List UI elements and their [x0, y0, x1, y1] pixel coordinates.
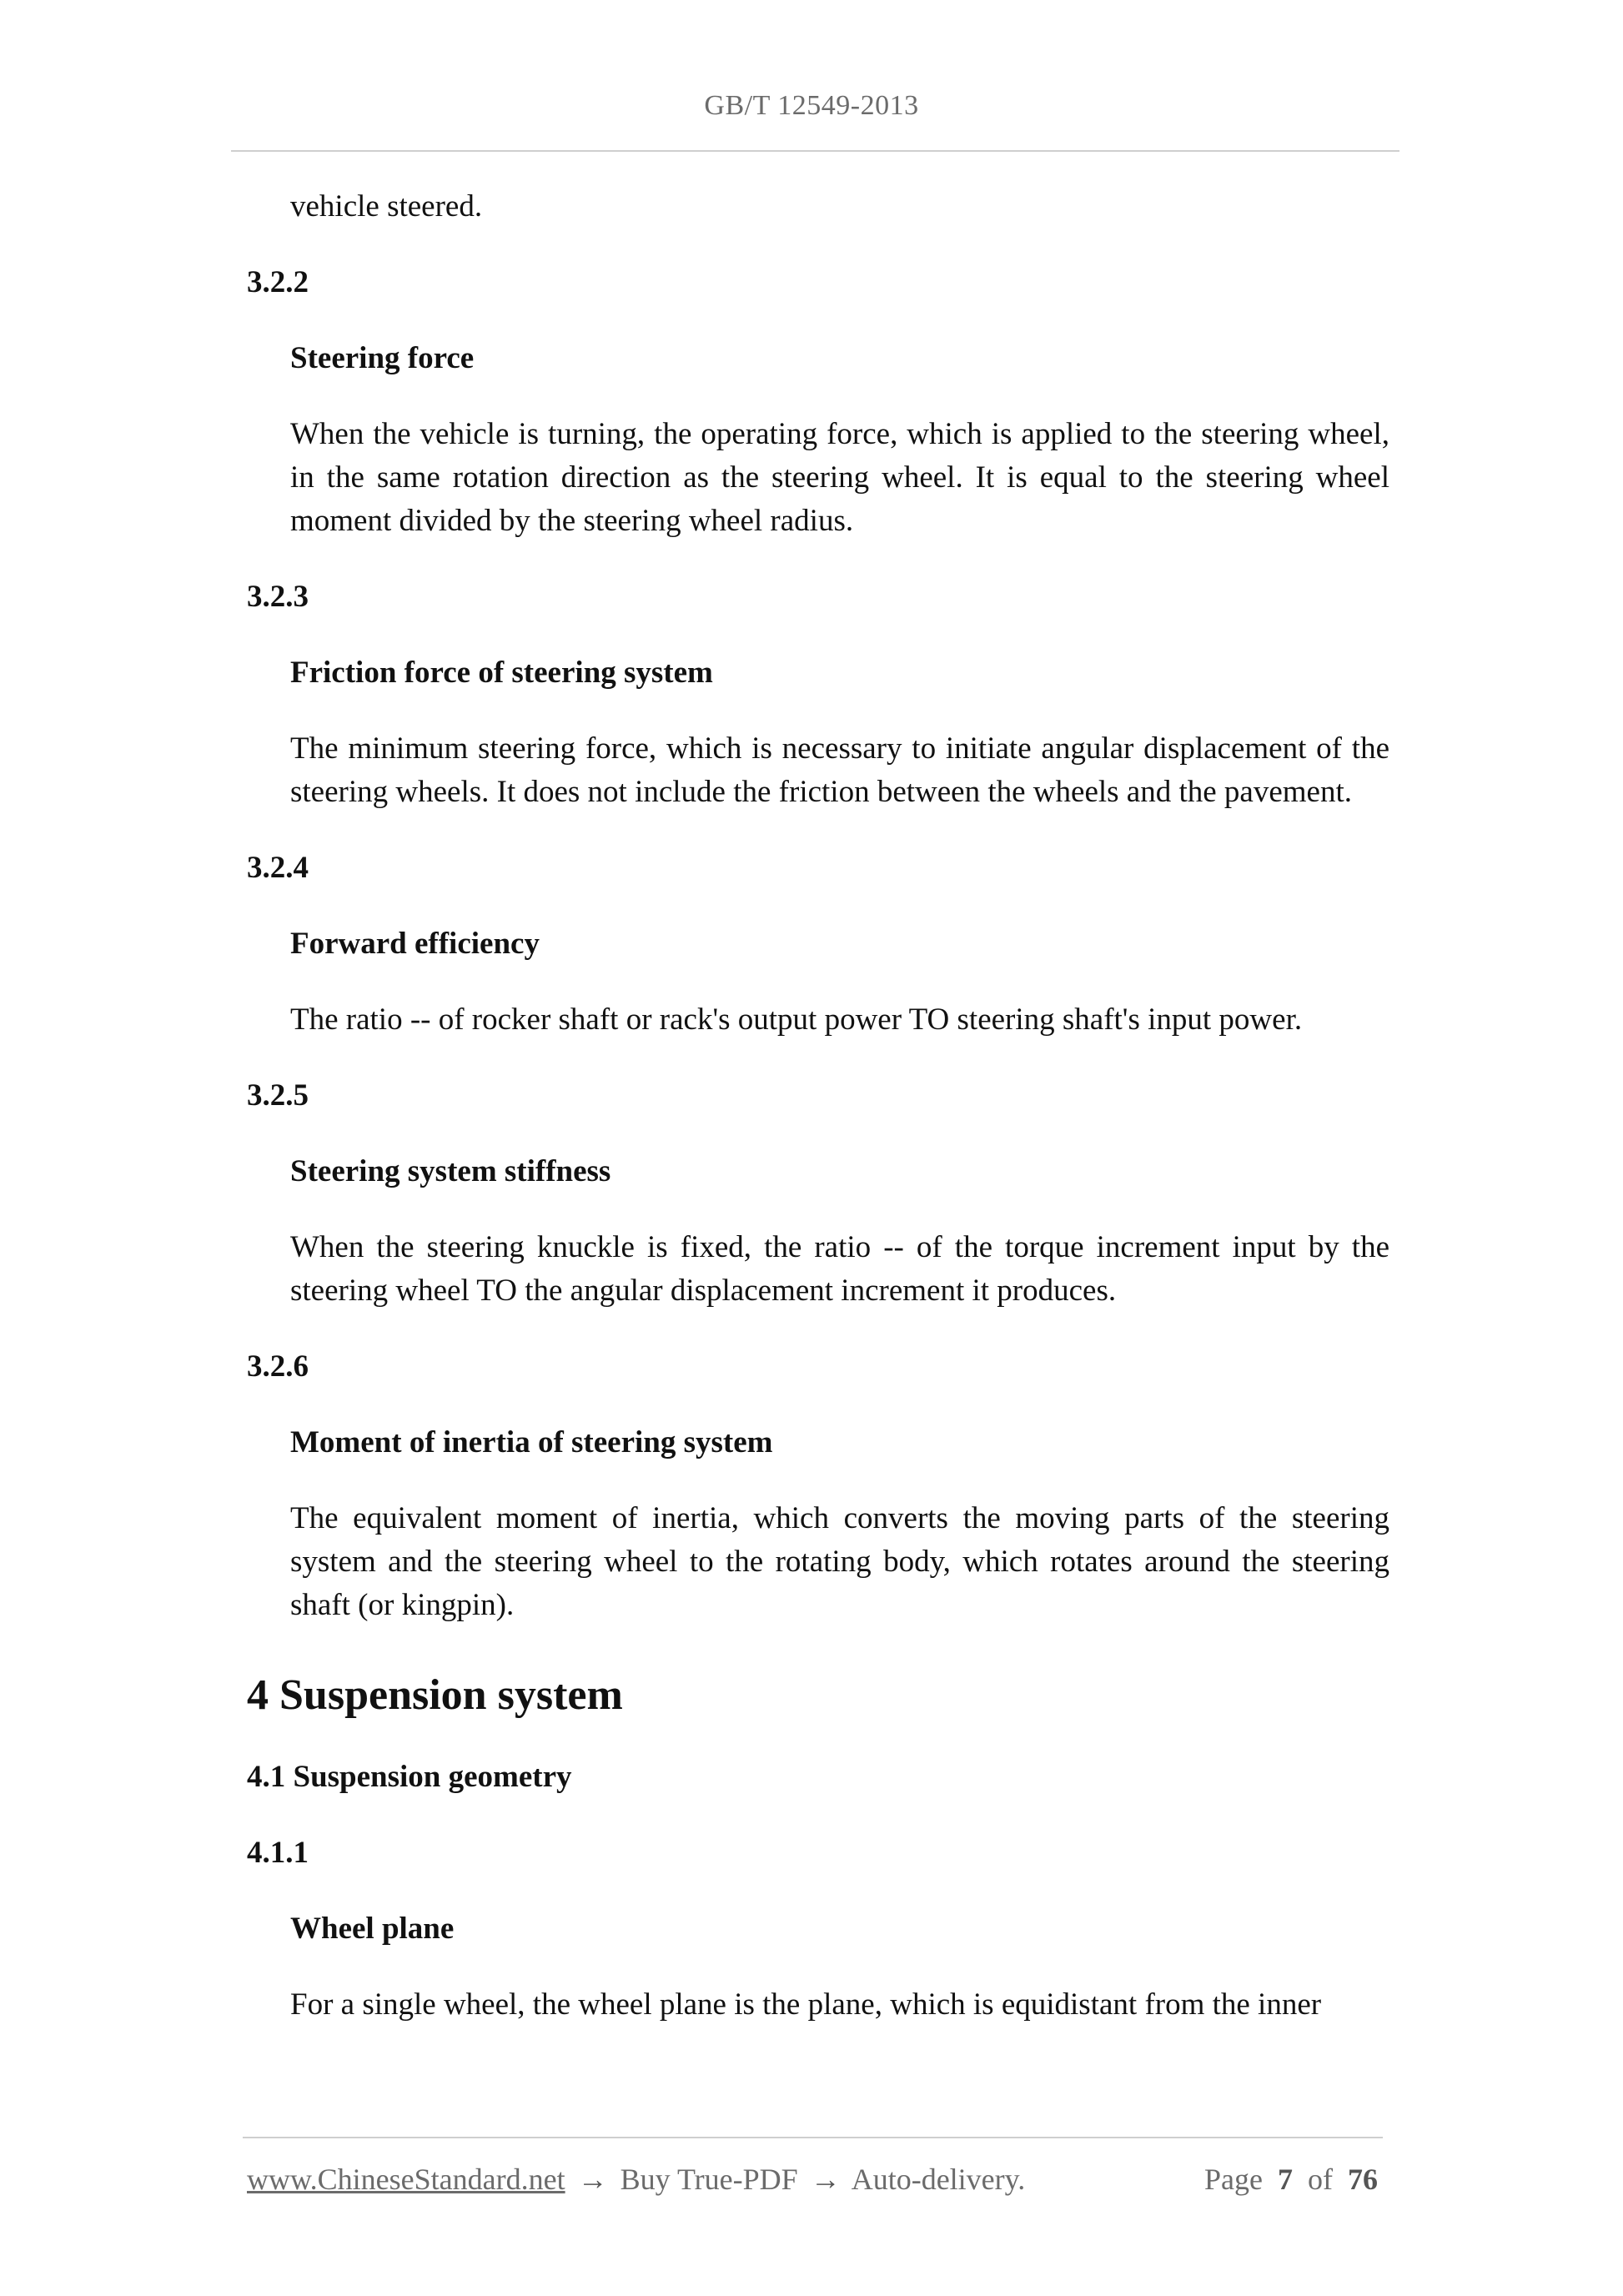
site-link[interactable]: www.ChineseStandard.net — [247, 2163, 565, 2196]
clause-number: 3.2.4 — [247, 851, 309, 885]
page-of-label: of — [1308, 2163, 1333, 2196]
page-current: 7 — [1278, 2163, 1293, 2196]
clause-term: Steering force — [290, 341, 475, 375]
clause-4-1-1 — [247, 1831, 1389, 2027]
document-body — [247, 185, 1389, 2027]
clause-number: 3.2.3 — [247, 580, 309, 614]
section-heading: 4.1 Suspension geometry — [247, 1760, 572, 1794]
clause-term: Moment of inertia of steering system — [290, 1425, 773, 1459]
clause-term: Steering system stiffness — [290, 1154, 611, 1188]
clause-3-2-6 — [247, 1345, 1389, 1627]
continuation-text: vehicle steered. — [290, 189, 483, 224]
clause-definition: The minimum steering force, which is necessary to initiate angular displacement of the steering wheels. It does not include the friction between the wheels and the pavement. — [290, 731, 1389, 809]
buy-true-pdf-text: Buy True-PDF — [620, 2163, 798, 2196]
clause-3-2-5 — [247, 1074, 1389, 1313]
clause-term: Friction force of steering system — [290, 656, 713, 690]
clause-definition: For a single wheel, the wheel plane is the plane, which is equidistant from the inner — [290, 1987, 1322, 2022]
clause-definition: When the vehicle is turning, the operating force, which is applied to the steering wheel, in the same rotation direction as the steering wheel. It is equal to the steering wheel moment divided by the steering wheel radius. — [290, 417, 1389, 538]
clause-definition: The equivalent moment of inertia, which converts the moving parts of the steering system and the steering wheel to the rotating body, which rotates around the steering shaft (or kingpin). — [290, 1501, 1389, 1622]
footer-promo — [247, 2162, 1025, 2197]
arrow-right-icon: → — [810, 2163, 841, 2196]
clause-definition: When the steering knuckle is fixed, the ratio -- of the torque increment input by the steering wheel TO the angular displacement increment it produces. — [290, 1230, 1389, 1308]
page-header: GB/T 12549-2013 — [704, 90, 919, 121]
clause-3-2-2 — [247, 261, 1389, 543]
footer-divider — [243, 2137, 1383, 2138]
clause-3-2-4 — [247, 847, 1389, 1042]
auto-delivery-text: Auto-delivery. — [851, 2163, 1026, 2196]
clause-definition: The ratio -- of rocker shaft or rack's output power TO steering shaft's input power. — [290, 1002, 1303, 1037]
arrow-right-icon: → — [577, 2163, 608, 2196]
clause-number: 3.2.2 — [247, 265, 309, 299]
clause-3-2-3 — [247, 575, 1389, 814]
clause-term: Forward efficiency — [290, 927, 540, 961]
clause-number: 4.1.1 — [247, 1836, 309, 1870]
page-counter — [1204, 2162, 1378, 2197]
chapter-heading: 4 Suspension system — [247, 1671, 623, 1719]
clause-number: 3.2.5 — [247, 1078, 309, 1113]
clause-term: Wheel plane — [290, 1912, 455, 1946]
clause-number: 3.2.6 — [247, 1349, 309, 1384]
header-divider — [231, 150, 1399, 152]
page-total: 76 — [1348, 2163, 1378, 2196]
page-label: Page — [1204, 2163, 1263, 2196]
